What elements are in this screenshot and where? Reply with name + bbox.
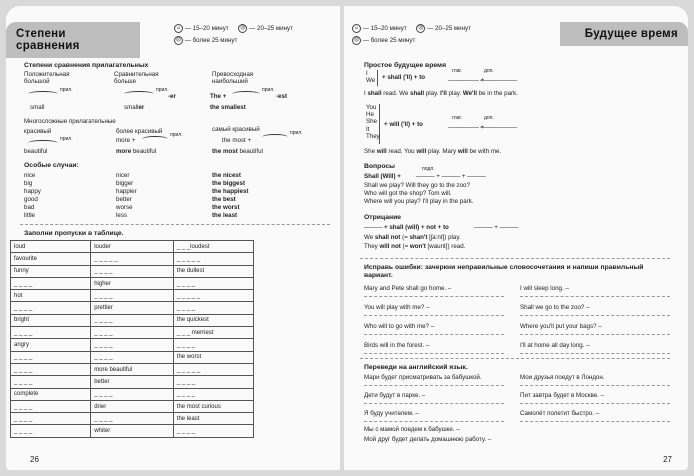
long-c3: самый красивый xyxy=(212,126,260,133)
table-cell: _ _ _ _ xyxy=(11,425,91,437)
table-cell: the dullest xyxy=(173,265,253,277)
podl-label: подл. xyxy=(422,166,435,172)
pril-label: прил. xyxy=(170,132,183,138)
table-cell: _ _ _ merriest xyxy=(173,327,253,339)
answer-line[interactable] xyxy=(364,385,504,386)
table-cell: _ _ _ _ xyxy=(91,290,174,302)
col-positive: Положительная большой xyxy=(24,71,70,86)
answer-line[interactable] xyxy=(364,315,504,316)
translate-sentence: Мой друг будет делать домашнюю работу. – xyxy=(364,436,492,443)
arrow-line: ————— + xyxy=(448,77,485,84)
questions-heading: Вопросы xyxy=(364,163,395,170)
fix-sentence: I will sleep long. – xyxy=(520,285,569,292)
table-row xyxy=(11,351,254,363)
answer-line[interactable] xyxy=(520,421,670,422)
fix-sentence: I'll at home all day long. – xyxy=(520,342,590,349)
pril-label: прил. xyxy=(290,130,303,136)
fix-sentence: Who will to go with me? – xyxy=(364,323,435,330)
more-beautiful: more beautiful xyxy=(116,148,157,155)
special-case-cell: bigger xyxy=(116,180,134,187)
table-cell: _ _ _ _ xyxy=(173,302,253,314)
table-row xyxy=(11,253,254,265)
answer-line[interactable] xyxy=(364,403,504,404)
table-cell: _ _ _ _ xyxy=(91,351,174,363)
smile-icon: ☺ xyxy=(353,25,360,31)
answer-line[interactable] xyxy=(364,421,504,422)
arc-mark xyxy=(232,91,260,97)
pronoun: They xyxy=(366,132,380,140)
timer-block-left-2 xyxy=(174,36,237,45)
special-case-cell: better xyxy=(116,196,132,203)
table-cell: favourite xyxy=(11,253,91,265)
table-cell: _ _ _ _ xyxy=(11,277,91,289)
table-cell: complete xyxy=(11,388,91,400)
special-case-cell: the happiest xyxy=(212,188,249,195)
arc-mark xyxy=(262,134,288,140)
table-cell: _ _ _ _ _ xyxy=(91,253,174,265)
page-title-right: Будущее время xyxy=(560,22,688,46)
table-cell: higher xyxy=(91,277,174,289)
answer-line[interactable] xyxy=(520,403,670,404)
page-number-right: 27 xyxy=(663,455,672,464)
example-smaller: smaller xyxy=(124,104,145,111)
long-c2: более красивый xyxy=(116,128,163,135)
answer-line[interactable] xyxy=(520,385,670,386)
table-row xyxy=(11,388,254,400)
arc-mark xyxy=(28,140,58,146)
table-cell: funny xyxy=(11,265,91,277)
dop-label: доп. xyxy=(484,115,494,121)
table-row xyxy=(11,400,254,412)
pronoun: She xyxy=(366,118,378,126)
timer-block-right xyxy=(352,24,471,33)
timer-text-3: — более 25 минут xyxy=(184,37,238,45)
question-ex-2: Who will got the shop? Tom will. xyxy=(364,190,452,197)
table-cell: angry xyxy=(11,339,91,351)
table-cell: _ _ _ _ xyxy=(11,302,91,314)
special-case-cell: little xyxy=(24,212,36,219)
negation-heading: Отрицание xyxy=(364,214,402,221)
fill-in-table xyxy=(10,240,254,438)
page-title-left: Степени сравнения xyxy=(6,22,140,58)
arrow-line: —————— xyxy=(480,124,518,131)
special-case-cell: less xyxy=(116,212,128,219)
translate-sentence: Я буду учителем. – xyxy=(364,410,419,417)
divider xyxy=(20,224,330,225)
shall-formula: + shall ('ll) + to xyxy=(382,74,426,81)
fix-heading: Исправь ошибки: зачеркни неправильные словосочетания и напиши правильный вариант. xyxy=(364,264,644,279)
table-cell: _ _ _ _ xyxy=(91,314,174,326)
special-case-cell: the biggest xyxy=(212,180,246,187)
timer-text-3: — более 25 минут xyxy=(362,37,416,45)
answer-line[interactable] xyxy=(520,353,670,354)
beautiful: beautiful xyxy=(24,148,48,155)
table-cell: _ _ _ _ xyxy=(173,388,253,400)
timer-text-1: — 15–20 минут xyxy=(184,25,229,33)
long-adj-heading: Многосложные прилагательные xyxy=(24,118,116,125)
long-c1: красивый xyxy=(24,128,52,135)
translate-heading: Переведи на английский язык. xyxy=(364,364,468,371)
special-case-cell: worse xyxy=(116,204,133,211)
negation-formula: + shall (will) + not + to xyxy=(384,224,449,231)
col-comparative: Сравнительная больше xyxy=(114,71,159,86)
fix-sentence: You will play with me? – xyxy=(364,304,430,311)
translate-sentence: Мы с мамой поедем к бабушке. – xyxy=(364,426,460,433)
timer-text-2: — 20–25 минут xyxy=(249,25,293,33)
translate-sentence: Мари будет присматривать за бабушкой. xyxy=(364,374,482,381)
table-row xyxy=(11,376,254,388)
table-cell: louder xyxy=(91,241,174,253)
neutral-face-icon: ☹ xyxy=(240,25,246,31)
fix-sentence: Where you'll put your bags? – xyxy=(520,323,602,330)
dop-label: доп. xyxy=(484,68,494,74)
special-case-cell: the least xyxy=(212,212,238,219)
will-examples: She will read. You will play. Mary will be with me. xyxy=(364,148,502,155)
table-cell: _ _ _loudest xyxy=(173,241,253,253)
table-row xyxy=(11,413,254,425)
simple-future-heading: Простое будущее время xyxy=(364,62,447,69)
special-case-cell: nice xyxy=(24,172,36,179)
section-heading: Степени сравнения прилагательных xyxy=(24,62,149,69)
translate-sentence: Самолёт полетит быстро. – xyxy=(520,410,600,417)
table-row xyxy=(11,277,254,289)
special-heading: Особые случаи: xyxy=(24,162,79,169)
table-cell: bright xyxy=(11,314,91,326)
table-row xyxy=(11,363,254,375)
sad-face-icon: ☹ xyxy=(353,37,360,43)
answer-line[interactable] xyxy=(364,353,504,354)
table-row xyxy=(11,241,254,253)
table-cell: _ _ _ _ xyxy=(11,376,91,388)
table-cell: better xyxy=(91,376,174,388)
special-case-cell: the worst xyxy=(212,204,240,211)
table-cell: _ _ _ _ xyxy=(173,425,253,437)
left-page xyxy=(6,6,340,470)
table-cell: _ _ _ _ xyxy=(91,339,174,351)
table-cell: _ _ _ _ xyxy=(91,327,174,339)
sad-face-icon: ☹ xyxy=(175,37,182,43)
pronoun-list xyxy=(366,104,380,140)
translate-sentence: Дети будут в парке. – xyxy=(364,392,426,399)
table-cell: hot xyxy=(11,290,91,302)
special-case-cell: nicer xyxy=(116,172,130,179)
est-sign: -est xyxy=(276,93,288,100)
table-cell: whiter xyxy=(91,425,174,437)
fix-sentence: Birds will in the forest. – xyxy=(364,342,430,349)
shall-examples: I shall read. We shall play. I'll play. We'll be in the park. xyxy=(364,90,518,97)
answer-line[interactable] xyxy=(520,334,670,335)
table-cell: _ _ _ _ xyxy=(11,413,91,425)
smile-icon: ☺ xyxy=(175,25,182,31)
table-heading: Заполни пропуски в таблице. xyxy=(24,230,124,237)
negation-ex-2: They will not (= won't [waunt]) read. xyxy=(364,243,466,250)
arc-mark xyxy=(124,91,154,97)
arrow-line: ——— + ——— xyxy=(474,224,519,231)
question-ex-1: Shall we play? Will they go to the zoo? xyxy=(364,182,470,189)
special-case-cell: the nicest xyxy=(212,172,241,179)
table-row xyxy=(11,314,254,326)
i-we: I We xyxy=(366,70,376,85)
special-case-cell: bad xyxy=(24,204,35,211)
table-cell: _ _ _ _ xyxy=(11,400,91,412)
right-page xyxy=(344,6,688,470)
answer-line[interactable] xyxy=(364,296,504,297)
pril-label: прил. xyxy=(262,87,275,93)
most-beautiful: the most beautiful xyxy=(212,148,263,155)
will-formula: + will ('ll) + to xyxy=(384,121,423,128)
table-row xyxy=(11,425,254,437)
table-cell: the least xyxy=(173,413,253,425)
table-cell: the most curious xyxy=(173,400,253,412)
neutral-face-icon: ☹ xyxy=(418,25,424,31)
table-cell: _ _ _ _ _ xyxy=(173,290,253,302)
example-small: small xyxy=(30,104,45,111)
glag-label: глаг. xyxy=(452,68,463,74)
arrow-line: —————— xyxy=(480,77,518,84)
example-smallest: the smallest xyxy=(210,104,246,111)
special-case-cell: the best xyxy=(212,196,236,203)
table-cell: prettier xyxy=(91,302,174,314)
divider xyxy=(360,258,670,259)
pril-label: прил. xyxy=(60,87,73,93)
question-formula: Shall (Will) + xyxy=(364,173,401,180)
table-cell: _ _ _ _ xyxy=(173,339,253,351)
table-cell: the quickest xyxy=(173,314,253,326)
table-cell: _ _ _ _ xyxy=(91,413,174,425)
special-case-cell: happy xyxy=(24,188,41,195)
pril-label: прил. xyxy=(156,87,169,93)
table-row xyxy=(11,290,254,302)
the-most-plus: the most + xyxy=(222,137,252,144)
timer-block-left xyxy=(174,24,293,33)
table-cell: _ _ _ _ xyxy=(91,388,174,400)
arc-mark xyxy=(28,91,58,97)
answer-line[interactable] xyxy=(520,315,670,316)
timer-text-1: — 15–20 минут xyxy=(362,25,407,33)
table-cell: the worst xyxy=(173,351,253,363)
pril-label: прил. xyxy=(60,136,73,142)
answer-line[interactable] xyxy=(520,296,670,297)
translate-sentence: Пит завтра будет в Москве. – xyxy=(520,392,605,399)
table-row xyxy=(11,339,254,351)
translate-sentence: Мои друзья поедут в Лондон. xyxy=(520,374,605,381)
table-row xyxy=(11,302,254,314)
the-plus: The + xyxy=(210,93,227,100)
fix-sentence: Shall we go to the zoo? – xyxy=(520,304,590,311)
arrow-line: ——— xyxy=(364,224,383,231)
pronoun: You xyxy=(366,104,377,111)
table-cell: _ _ _ _ _ xyxy=(173,253,253,265)
table-row xyxy=(11,265,254,277)
col-superlative: Превосходная наибольший xyxy=(212,71,254,86)
divider xyxy=(360,358,670,359)
negation-ex-1: We shall not (= shan't [ʃa:nt]) play. xyxy=(364,234,461,241)
table-cell: _ _ _ _ xyxy=(11,363,91,375)
table-cell: _ _ _ _ xyxy=(173,376,253,388)
table-cell: _ _ _ _ _ xyxy=(173,363,253,375)
timer-text-2: — 20–25 минут xyxy=(427,25,471,33)
pronoun: He xyxy=(366,111,374,119)
table-row xyxy=(11,327,254,339)
question-ex-3: Where will you play? I'll play in the park. xyxy=(364,198,474,205)
page-number-left: 26 xyxy=(30,455,39,464)
arrow-line: ——— + ——— + ——— xyxy=(416,173,486,180)
arc-mark xyxy=(142,136,168,142)
fix-sentence: Mary and Pete shall go home. – xyxy=(364,285,452,292)
table-cell: _ _ _ _ xyxy=(173,277,253,289)
er-sign: -er xyxy=(168,93,176,100)
table-cell: loud xyxy=(11,241,91,253)
special-case-cell: good xyxy=(24,196,38,203)
table-cell: more beautiful xyxy=(91,363,174,375)
pronoun: It xyxy=(366,125,370,133)
table-cell: _ _ _ _ xyxy=(11,327,91,339)
table-cell: _ _ _ _ xyxy=(11,351,91,363)
answer-line[interactable] xyxy=(364,334,504,335)
special-case-cell: happier xyxy=(116,188,137,195)
table-cell: _ _ _ _ xyxy=(91,265,174,277)
special-case-cell: big xyxy=(24,180,33,187)
glag-label: глаг. xyxy=(452,115,463,121)
more-plus: more + xyxy=(116,137,136,144)
timer-block-right-2 xyxy=(352,36,415,45)
arrow-line: ————— + xyxy=(448,124,485,131)
table-cell: drier xyxy=(91,400,174,412)
